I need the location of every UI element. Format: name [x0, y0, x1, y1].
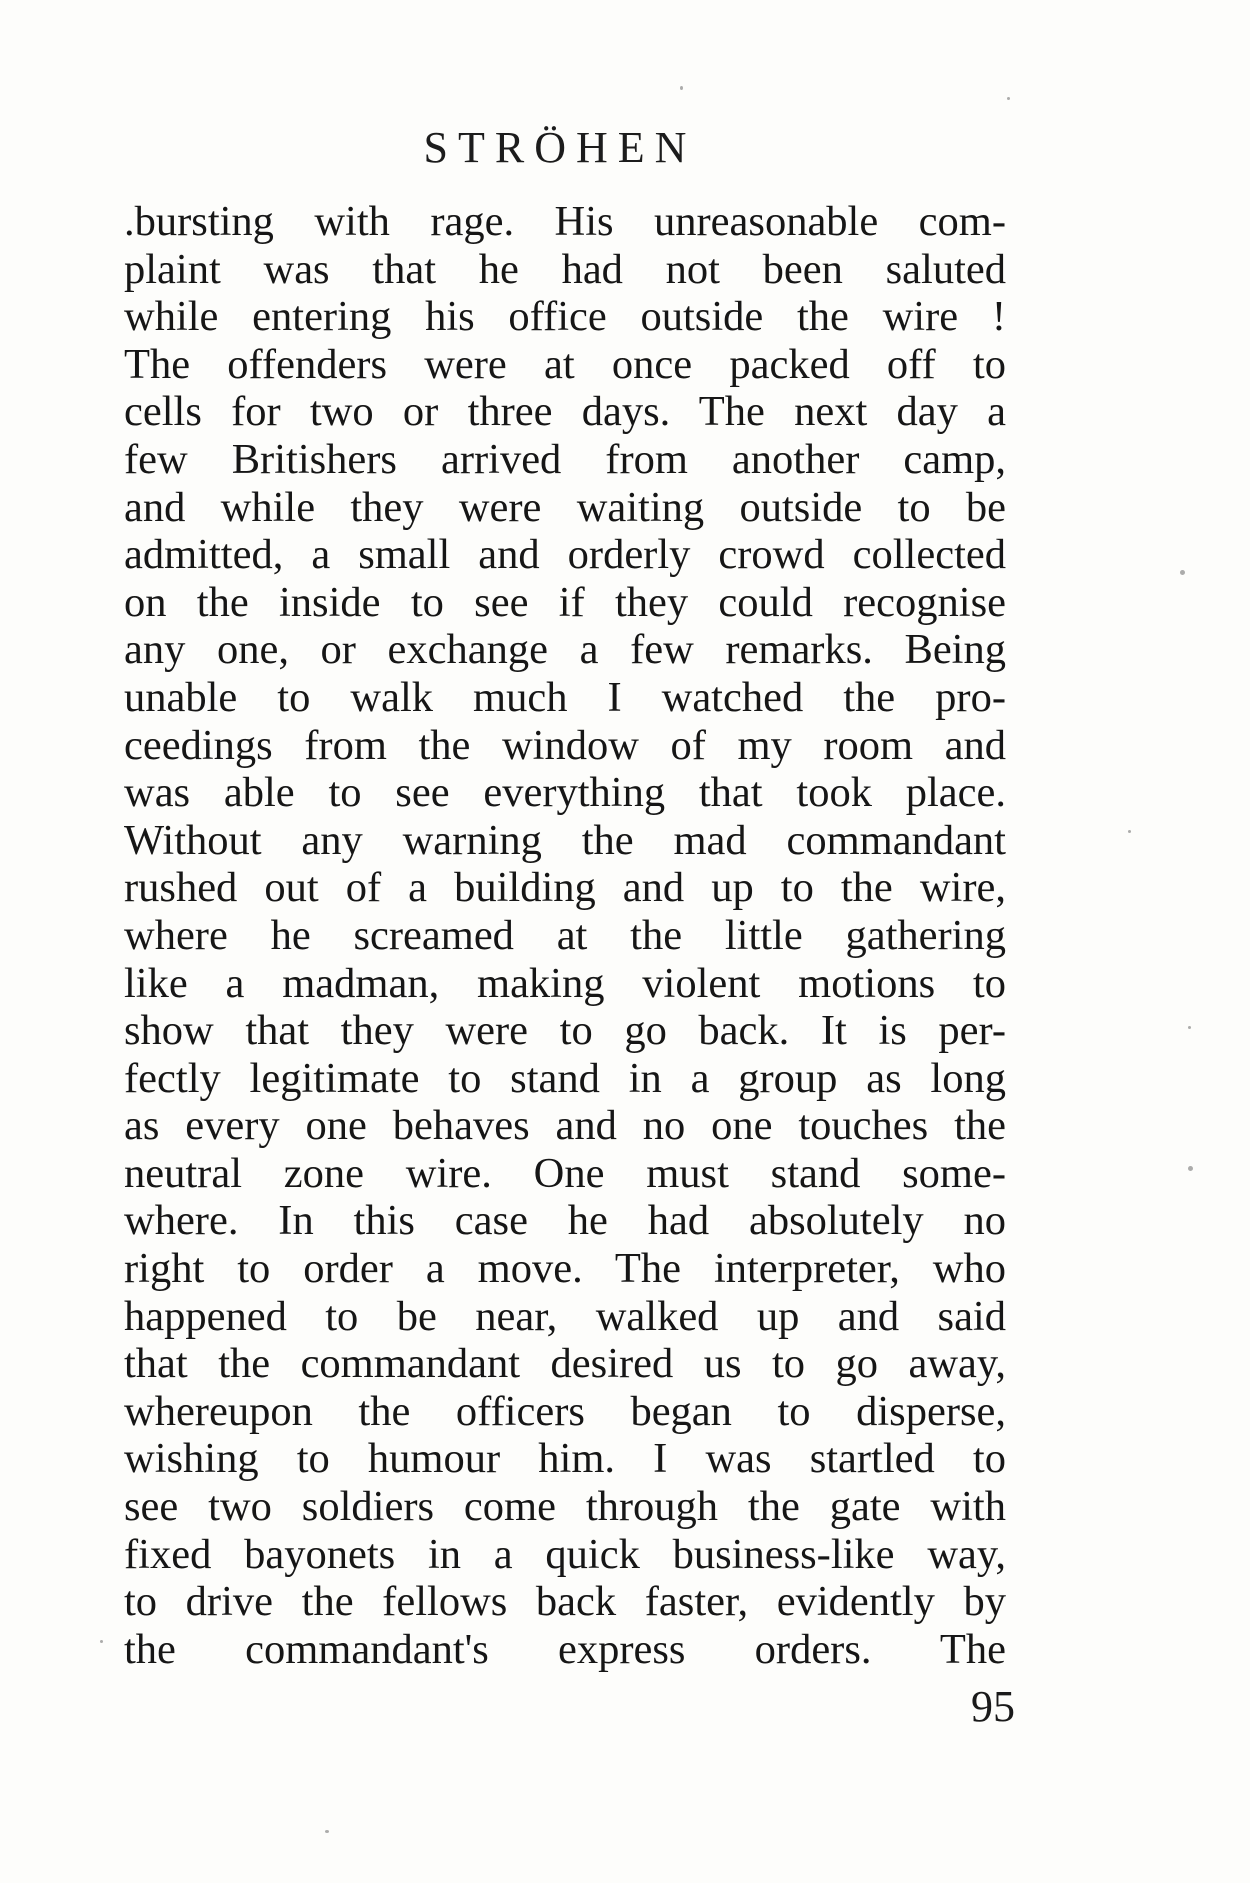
text-line: .bursting with rage. His unreasonable com- [124, 198, 1006, 245]
text-line: fixed bayonets in a quick business-like way, [124, 1530, 1006, 1578]
scan-speck [1007, 97, 1010, 100]
text-line: see two soldiers come through the gate with [124, 1483, 1006, 1531]
scan-speck [325, 1830, 329, 1833]
text-line: that the commandant desired us to go away, [124, 1340, 1006, 1388]
scan-speck [100, 1640, 103, 1643]
text-line: The offenders were at once packed off to [124, 340, 1006, 388]
text-line: whereupon the officers began to disperse, [124, 1387, 1006, 1435]
text-line: like a madman, making violent motions to [124, 959, 1006, 1007]
text-line: neutral zone wire. One must stand some- [124, 1149, 1006, 1197]
text-line: while entering his office outside the wire ! [124, 293, 1006, 341]
text-line: happened to be near, walked up and said [124, 1292, 1006, 1340]
text-line: the commandant's express orders. The [124, 1625, 1006, 1673]
text-line: rushed out of a building and up to the wire, [124, 864, 1006, 912]
text-line: wishing to humour him. I was startled to [124, 1435, 1006, 1483]
text-line: as every one behaves and no one touches the [124, 1102, 1006, 1150]
text-line: where he screamed at the little gathering [124, 911, 1006, 959]
running-head: STRÖHEN [423, 123, 697, 172]
text-line: plaint was that he had not been saluted [124, 245, 1006, 293]
text-line: ceedings from the window of my room and [124, 721, 1006, 769]
text-line: admitted, a small and orderly crowd collected [124, 531, 1006, 579]
text-line: and while they were waiting outside to be [124, 483, 1006, 531]
scan-speck [680, 86, 683, 90]
scan-speck [1188, 1166, 1193, 1171]
text-line: show that they were to go back. It is per- [124, 1007, 1006, 1055]
text-line: fectly legitimate to stand in a group as long [124, 1054, 1006, 1102]
text-line: any one, or exchange a few remarks. Being [124, 626, 1006, 674]
scan-speck [1180, 570, 1185, 575]
text-line: unable to walk much I watched the pro- [124, 673, 1006, 721]
scan-speck [1128, 830, 1131, 833]
page-number: 95 [971, 1682, 1015, 1731]
text-line: Without any warning the mad commandant [124, 816, 1006, 864]
body-text [124, 198, 1006, 1673]
scan-speck [1188, 1026, 1191, 1029]
text-line: right to order a move. The interpreter, who [124, 1245, 1006, 1293]
text-line: on the inside to see if they could recognise [124, 578, 1006, 626]
text-line: was able to see everything that took place. [124, 769, 1006, 817]
text-line: cells for two or three days. The next day a [124, 388, 1006, 436]
text-line: where. In this case he had absolutely no [124, 1197, 1006, 1245]
text-line: to drive the fellows back faster, evidently by [124, 1578, 1006, 1626]
text-line: few Britishers arrived from another camp, [124, 435, 1006, 483]
